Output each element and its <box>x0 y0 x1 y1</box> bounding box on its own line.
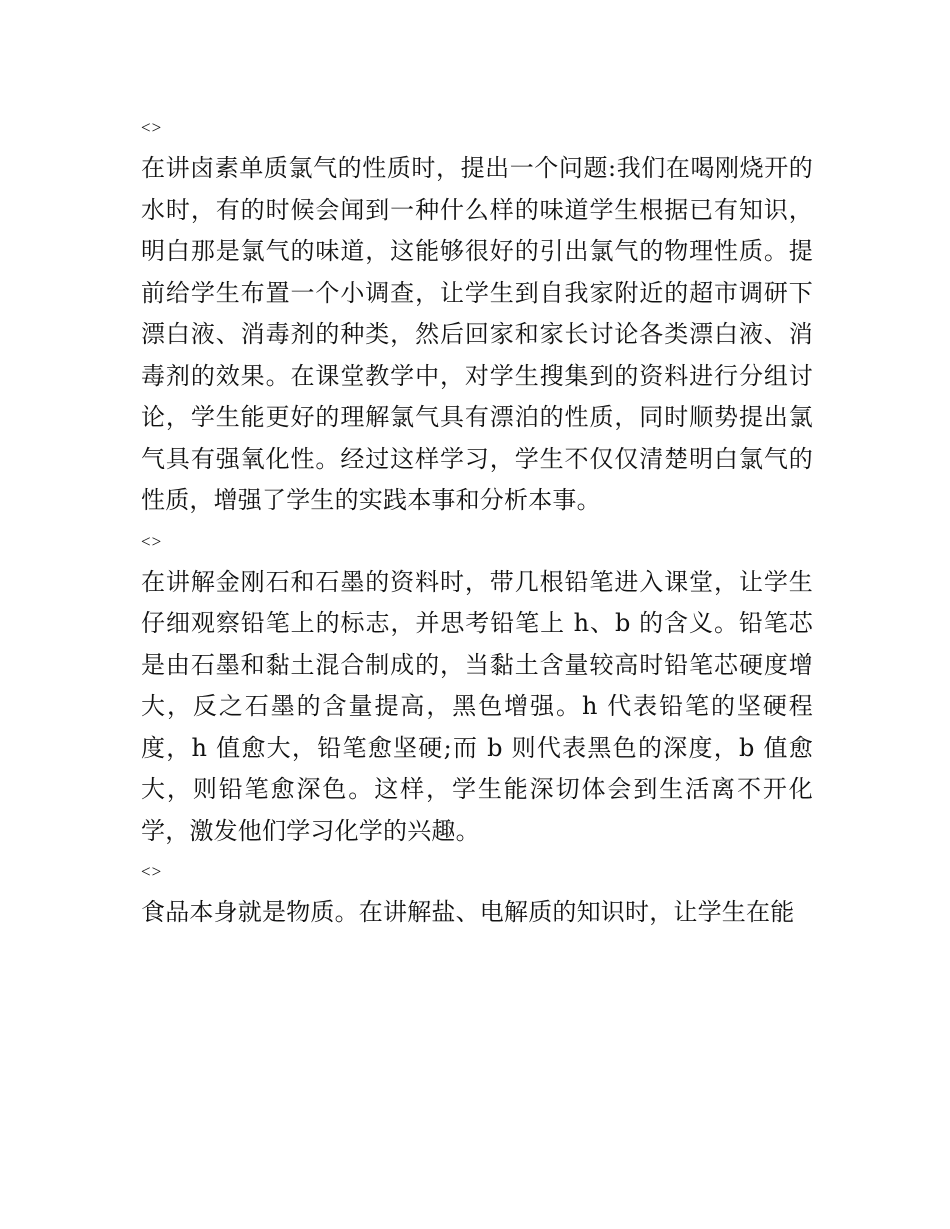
section-marker: <> <box>141 531 163 551</box>
section-marker: <> <box>141 118 163 137</box>
document-page <box>141 108 813 934</box>
paragraph-chlorine: 在讲卤素单质氯气的性质时，提出一个问题:我们在喝刚烧开的水时，有的时候会闻到一种什么样的味道学生根据已有知识，明白那是氯气的味道，这能够很好的引出氯气的物理性质。提前给学生布置一个小调查，让学生到自我家附近的超市调研下漂白液、消毒剂的种类，然后回家和家长讨论各类漂白液、消毒剂的效果。在课堂教学中，对学生搜集到的资料进行分组讨论，学生能更好的理解氯气具有漂泊的性质，同时顺势提出氯气具有强氧化性。经过这样学习，学生不仅仅清楚明白氯气的性质，增强了学生的实践本事和分析本事。 <box>141 154 813 514</box>
paragraph-graphite-diamond: 在讲解金刚石和石墨的资料时，带几根铅笔进入课堂，让学生仔细观察铅笔上的标志，并思考铅笔上 h、b 的含义。铅笔芯是由石墨和黏土混合制成的，当黏土含量较高时铅笔芯硬度增大，反之石墨的含量提高，黑色增强。h 代表铅笔的坚硬程度，h 值愈大，铅笔愈坚硬;而 b 则代表黑色的深度，b 值愈大，则铅笔愈深色。这样，学生能深切体会到生活离不开化学，激发他们学习化学的兴趣。 <box>141 567 813 845</box>
section-marker: <> <box>141 862 163 881</box>
paragraph-food-electrolytes: 食品本身就是物质。在讲解盐、电解质的知识时，让学生在能 <box>141 898 795 926</box>
